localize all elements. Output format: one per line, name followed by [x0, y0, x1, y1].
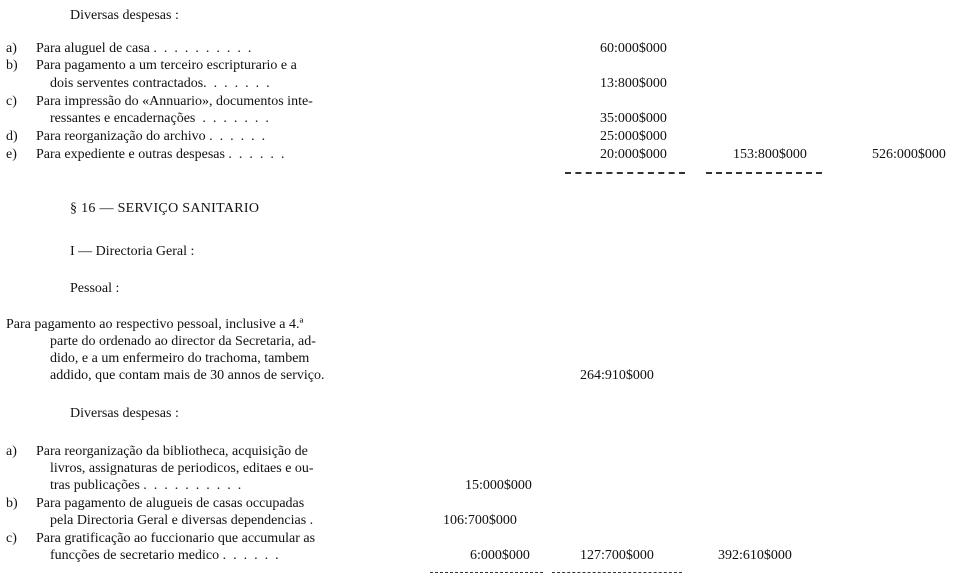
item-text: Para reorganização do archivo . . . . . .	[36, 129, 266, 144]
item-amount: 20:000$000	[600, 147, 667, 162]
section-heading: Diversas despesas :	[70, 8, 179, 23]
item-text: Para aluguel de casa . . . . . . . . . .	[36, 41, 252, 56]
sum-rule	[552, 572, 682, 573]
subsection-title: I — Directoria Geral :	[70, 244, 195, 259]
sum-rule	[565, 172, 685, 174]
item-amount: 60:000$000	[600, 41, 667, 56]
item-marker: a)	[6, 444, 17, 459]
item-text: pela Directoria Geral e diversas dependencias .	[50, 513, 314, 528]
section-title: § 16 — SERVIÇO SANITARIO	[70, 201, 260, 216]
personnel-text: dido, e a um enfermeiro do trachoma, tambem	[50, 351, 310, 366]
sum-rule	[430, 572, 543, 573]
item-marker: c)	[6, 94, 17, 109]
item-amount: 15:000$000	[465, 478, 532, 493]
item-amount: 35:000$000	[600, 111, 667, 126]
item-text: livros, assignaturas de periodicos, editaes e ou-	[50, 461, 314, 476]
subtotal-amount: 153:800$000	[733, 147, 807, 162]
item-text: dois serventes contractados. . . . . . .	[50, 76, 270, 91]
item-text: Para pagamento de alugueis de casas occupadas	[36, 496, 305, 511]
personnel-text: parte do ordenado ao director da Secretaria, ad-	[50, 334, 316, 349]
item-marker: a)	[6, 41, 17, 56]
item-text: ressantes e encadernações . . . . . . .	[50, 111, 269, 126]
item-marker: d)	[6, 129, 18, 144]
total-amount: 526:000$000	[872, 147, 946, 162]
expenses-heading: Diversas despesas :	[70, 406, 179, 421]
item-text: tras publicações . . . . . . . . . .	[50, 478, 242, 493]
item-text: Para reorganização da bibliotheca, acquisição de	[36, 444, 308, 459]
item-text: Para expediente e outras despesas . . . . . .	[36, 147, 285, 162]
item-amount: 25:000$000	[600, 129, 667, 144]
item-amount: 6:000$000	[470, 548, 530, 563]
total-amount: 392:610$000	[718, 548, 792, 563]
personnel-text: addido, que contam mais de 30 annos de serviço.	[50, 368, 325, 383]
item-text: Para pagamento a um terceiro escripturario e a	[36, 58, 297, 73]
item-amount: 106:700$000	[443, 513, 517, 528]
personnel-amount: 264:910$000	[580, 368, 654, 383]
item-text: funcções de secretario medico . . . . . .	[50, 548, 279, 563]
sum-rule	[706, 172, 822, 174]
item-amount: 13:800$000	[600, 76, 667, 91]
item-marker: c)	[6, 531, 17, 546]
item-marker: b)	[6, 496, 18, 511]
personnel-text: Para pagamento ao respectivo pessoal, inclusive a 4.ª	[6, 317, 304, 332]
item-marker: e)	[6, 147, 17, 162]
item-marker: b)	[6, 58, 18, 73]
personnel-heading: Pessoal :	[70, 281, 120, 296]
subtotal-amount: 127:700$000	[580, 548, 654, 563]
item-text: Para gratificação ao fuccionario que accumular as	[36, 531, 316, 546]
item-text: Para impressão do «Annuario», documentos inte-	[36, 94, 313, 109]
